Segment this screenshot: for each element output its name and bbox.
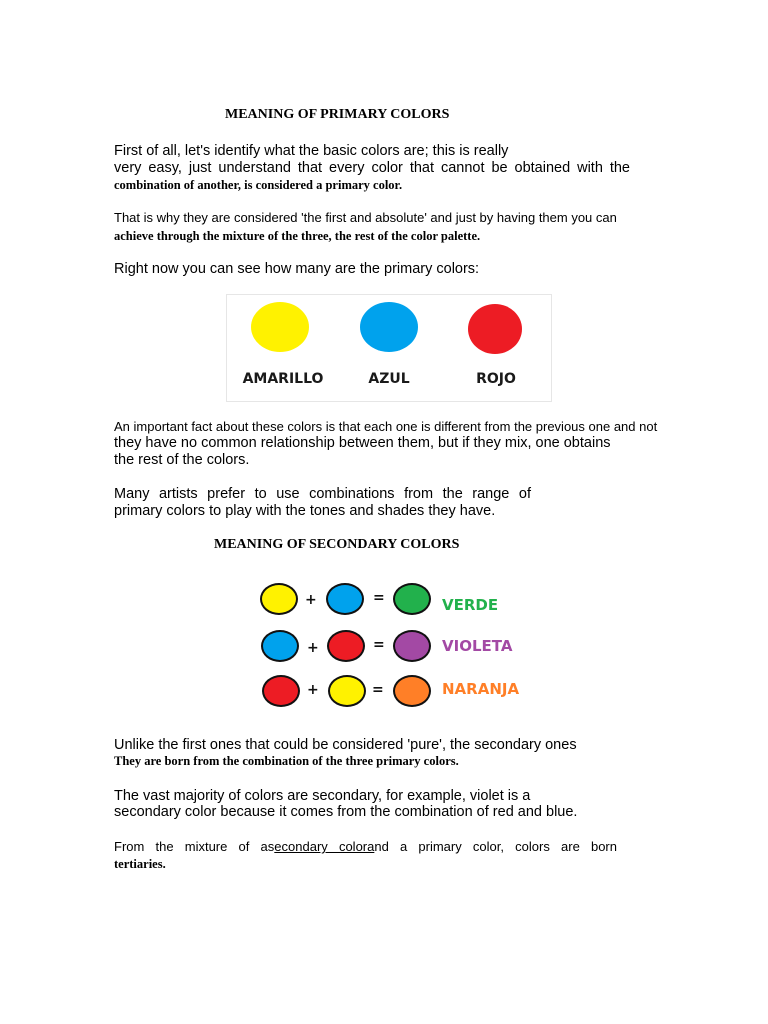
plus-sign: +	[307, 640, 319, 656]
page-title: MEANING OF PRIMARY COLORS	[225, 107, 450, 122]
primary-colors-figure	[226, 294, 552, 402]
mix-2-color-a	[261, 630, 299, 662]
mix-2-color-b	[327, 630, 365, 662]
paragraph-4-line-3: the rest of the colors.	[114, 452, 250, 468]
yellow-circle	[251, 302, 309, 352]
label-verde: VERDE	[442, 596, 499, 614]
paragraph-8-text-start: From the mixture of as	[114, 839, 275, 854]
equals-sign: =	[373, 637, 385, 653]
mix-1-result	[393, 583, 431, 615]
label-naranja: NARANJA	[442, 680, 520, 698]
mix-3-result	[393, 675, 431, 707]
paragraph-1-line-3: combination of another, is considered a primary color.	[114, 178, 403, 192]
mix-1-color-a	[260, 583, 298, 615]
paragraph-8-line-1	[114, 838, 617, 855]
red-circle	[468, 304, 522, 354]
plus-sign: +	[307, 682, 319, 698]
paragraph-7-line-1: The vast majority of colors are secondary, for example, violet is a	[114, 788, 531, 804]
mix-1-color-b	[326, 583, 364, 615]
paragraph-4-line-1: An important fact about these colors is that each one is different from the previous one and not	[114, 419, 658, 434]
equals-sign: =	[372, 682, 384, 698]
paragraph-1-line-1: First of all, let's identify what the basic colors are; this is really	[114, 143, 509, 159]
blue-circle	[360, 302, 418, 352]
paragraph-3: Right now you can see how many are the primary colors:	[114, 261, 480, 277]
mix-3-color-a	[262, 675, 300, 707]
secondary-color-link[interactable]: econdary colora	[274, 839, 375, 854]
paragraph-4-line-2: they have no common relationship between them, but if they mix, one obtains	[114, 435, 611, 451]
paragraph-7-line-2: secondary color because it comes from the combination of red and blue.	[114, 804, 578, 820]
plus-sign: +	[305, 592, 317, 608]
paragraph-8-text-end: nd a primary color, colors are born	[374, 839, 617, 854]
paragraph-5-line-2: primary colors to play with the tones and shades they have.	[114, 503, 496, 519]
section-title-secondary: MEANING OF SECONDARY COLORS	[214, 537, 460, 552]
paragraph-8-line-2: tertiaries.	[114, 857, 166, 871]
paragraph-1-line-2: very easy, just understand that every color that cannot be obtained with the	[114, 160, 630, 176]
label-violeta: VIOLETA	[442, 637, 513, 655]
primary-label-amarillo: AMARILLO	[242, 371, 324, 387]
mix-3-color-b	[328, 675, 366, 707]
equals-sign: =	[373, 590, 385, 606]
primary-label-rojo: ROJO	[476, 371, 516, 387]
paragraph-6-line-1: Unlike the first ones that could be considered 'pure', the secondary ones	[114, 737, 577, 753]
paragraph-2-line-1: That is why they are considered 'the first and absolute' and just by having them you can	[114, 210, 617, 225]
paragraph-5-line-1: Many artists prefer to use combinations from the range of	[114, 486, 531, 502]
paragraph-6-line-2: They are born from the combination of the three primary colors.	[114, 754, 459, 768]
paragraph-2-line-2: achieve through the mixture of the three, the rest of the color palette.	[114, 229, 481, 243]
primary-label-azul: AZUL	[368, 371, 410, 387]
mix-2-result	[393, 630, 431, 662]
